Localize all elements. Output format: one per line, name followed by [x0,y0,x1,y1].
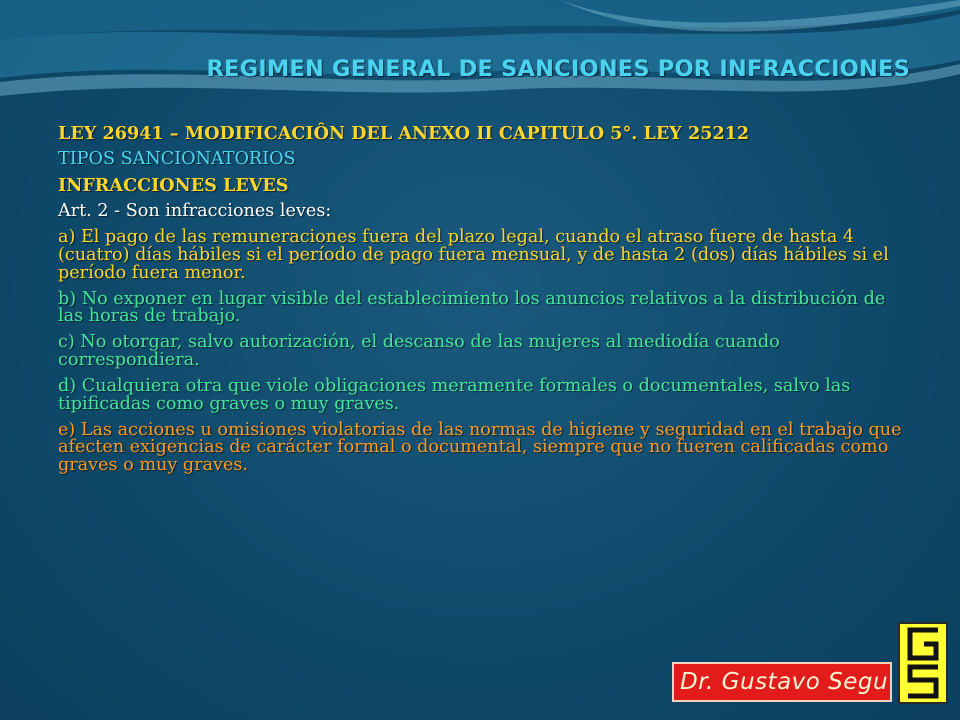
list-item-c: c) No otorgar, salvo autorización, el descanso de las mujeres al mediodía cuando correspondiera. [58,332,780,370]
gs-logo-icon [900,624,946,702]
article-text: Art. 2 - Son infracciones leves: [58,201,332,222]
gs-logo [898,622,948,704]
category-heading: INFRACCIONES LEVES [58,175,289,197]
list-item-e: e) Las acciones u omisiones violatorias de las normas de higiene y seguridad en el trabajo que afecten exigencias de carácter formal o documental, siempre que no fueren calificadas como graves o muy graves. [58,419,902,475]
slide-title: REGIMEN GENERAL DE SANCIONES POR INFRACCIONES [206,56,910,82]
slide-body [58,125,908,483]
list-item-a: a) El pago de las remuneraciones fuera del plazo legal, cuando el atraso fuere de hasta 4 (cuatro) días hábiles si el período de pago fuera mensual, y de hasta 2 (dos) días hábiles si el período fuera menor. [58,227,889,283]
types-heading: TIPOS SANCIONATORIOS [58,149,296,170]
law-heading: LEY 26941 – MODIFICACIÔN DEL ANEXO II CAPITULO 5°. LEY 25212 [58,123,750,144]
list-item-d: d) Cualquiera otra que viole obligaciones meramente formales o documentales, salvo las tipificadas como graves o muy graves. [58,376,851,414]
signature-badge: Dr. Gustavo Segu [672,662,892,702]
list-item-b: b) No exponer en lugar visible del establecimiento los anuncios relativos a la distribución de las horas de trabajo. [58,288,886,327]
